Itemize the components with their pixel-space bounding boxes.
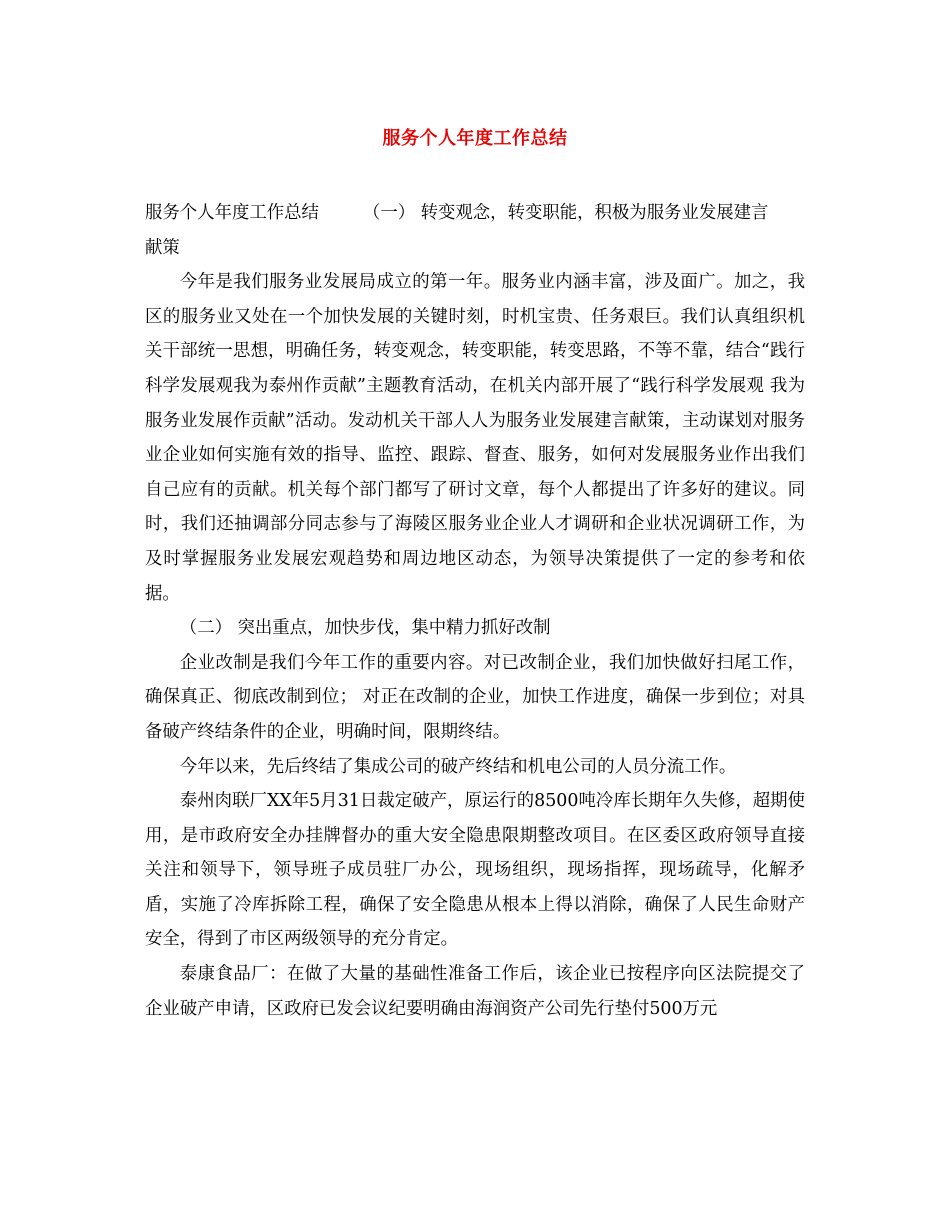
section-heading-one: （一） 转变观念，转变职能，积极为服务业发展建言 xyxy=(362,203,769,223)
section-heading-one-continued: 献策 xyxy=(145,237,180,258)
paragraph-this-year: 今年以来，先后终结了集成公司的破产终结和机电公司的人员分流工作。 xyxy=(179,756,737,777)
paragraph-food-factory: 泰康食品厂：在做了大量的基础性准备工作后，该企业已按程序向区法院提交了企业破产申请，区政府已发会议纪要明确由海润资产公司先行垫付500万元 xyxy=(145,964,805,1019)
intro-heading-line xyxy=(145,196,805,231)
paragraph-meat-factory: 泰州肉联厂XX年5月31日裁定破产，原运行的8500吨冷库长期年久失修，超期使用，是市政府安全办挂牌督办的重大安全隐患限期整改项目。在区委区政府领导直接关注和领导下，领导班子成员驻厂办公，现场组织，现场指挥，现场疏导，化解矛盾，实施了冷库拆除工程，确保了安全隐患从根本上得以消除，确保了人民生命财产安全，得到了市区两级领导的充分肯定。 xyxy=(145,791,805,950)
document-title: 服务个人年度工作总结 xyxy=(382,128,568,149)
paragraph-service-bureau: 今年是我们服务业发展局成立的第一年。服务业内涵丰富，涉及面广。加之，我区的服务业又处在一个加快发展的关键时刻，时机宝贵、任务艰巨。我们认真组织机关干部统一思想，明确任务，转变观念，转变职能，转变思路，不等不靠，结合“践行科学发展观我为泰州作贡献”主题教育活动，在机关内部开展了“践行科学发展观 我为服务业发展作贡献”活动。发动机关干部人人为服务业发展建言献策，主动谋划对服务业企业如何实施有效的指导、监控、跟踪、督查、服务，如何对发展服务业作出我们自己应有的贡献。机关每个部门都写了研讨文章，每个人都提出了许多好的建议。同时，我们还抽调部分同志参与了海陵区服务业企业人才调研和企业状况调研工作，为及时掌握服务业发展宏观趋势和周边地区动态，为领导决策提供了一定的参考和依据。 xyxy=(145,272,805,604)
section-heading-two: （二） 突出重点，加快步伐，集中精力抓好改制 xyxy=(179,618,551,639)
paragraph-enterprise-reform: 企业改制是我们今年工作的重要内容。对已改制企业，我们加快做好扫尾工作，确保真正、彻底改制到位； 对正在改制的企业，加快工作进度，确保一步到位；对具备破产终结条件的企业，明确时间，限期终结。 xyxy=(145,652,805,742)
document-body xyxy=(145,196,805,1026)
intro-doc-name: 服务个人年度工作总结 xyxy=(145,203,319,223)
